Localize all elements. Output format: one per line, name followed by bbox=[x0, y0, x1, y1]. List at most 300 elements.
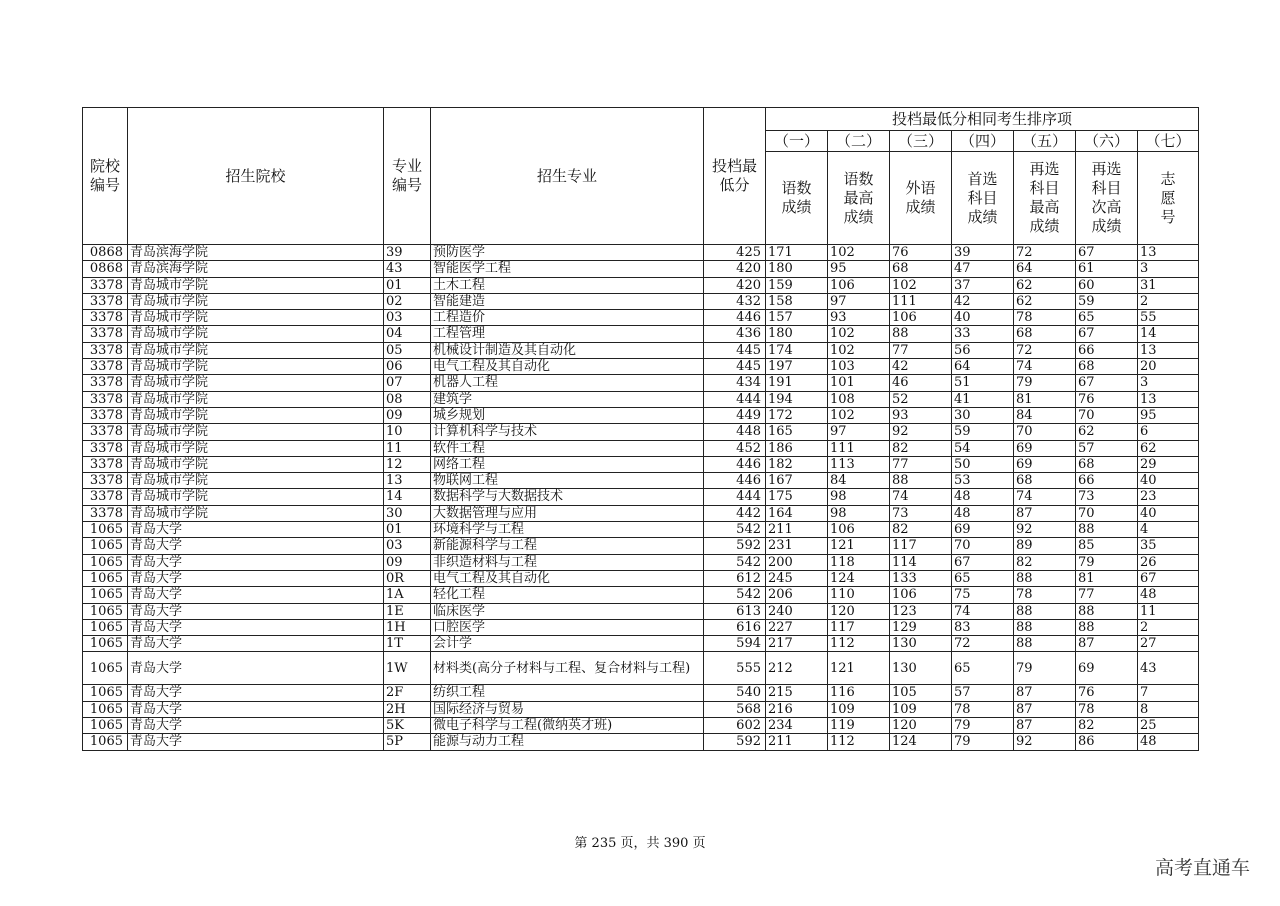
cell-score-5: 87 bbox=[1014, 701, 1076, 717]
cell-score-3: 82 bbox=[890, 522, 952, 538]
cell-score-2: 98 bbox=[828, 489, 890, 505]
cell-score-1: 172 bbox=[766, 407, 828, 423]
cell-score-3: 106 bbox=[890, 310, 952, 326]
cell-school-name: 青岛城市学院 bbox=[128, 391, 384, 407]
cell-major-name: 能源与动力工程 bbox=[431, 734, 704, 750]
cell-major-name: 轻化工程 bbox=[431, 587, 704, 603]
table-header bbox=[83, 108, 1199, 245]
cell-school-name: 青岛滨海学院 bbox=[128, 245, 384, 261]
cell-score-1: 175 bbox=[766, 489, 828, 505]
table-row bbox=[83, 587, 1199, 603]
cell-score-4: 59 bbox=[952, 424, 1014, 440]
cell-score-1: 234 bbox=[766, 718, 828, 734]
table-row bbox=[83, 391, 1199, 407]
cell-major-name: 国际经济与贸易 bbox=[431, 701, 704, 717]
cell-school-code: 3378 bbox=[83, 473, 128, 489]
cell-school-name: 青岛城市学院 bbox=[128, 310, 384, 326]
cell-preference-no: 6 bbox=[1138, 424, 1199, 440]
cell-school-name: 青岛城市学院 bbox=[128, 375, 384, 391]
cell-preference-no: 48 bbox=[1138, 587, 1199, 603]
cell-score-4: 65 bbox=[952, 652, 1014, 685]
cell-min-score: 444 bbox=[704, 489, 766, 505]
header-order-item: 外语成绩 bbox=[890, 152, 952, 245]
cell-score-5: 92 bbox=[1014, 522, 1076, 538]
admission-score-table bbox=[82, 107, 1199, 751]
cell-school-name: 青岛城市学院 bbox=[128, 489, 384, 505]
header-order-label: （一） bbox=[766, 131, 828, 152]
cell-major-code: 2F bbox=[384, 685, 431, 701]
cell-preference-no: 95 bbox=[1138, 407, 1199, 423]
cell-preference-no: 31 bbox=[1138, 277, 1199, 293]
cell-school-name: 青岛大学 bbox=[128, 587, 384, 603]
cell-score-2: 112 bbox=[828, 734, 890, 750]
cell-score-1: 167 bbox=[766, 473, 828, 489]
cell-preference-no: 2 bbox=[1138, 293, 1199, 309]
cell-major-name: 土木工程 bbox=[431, 277, 704, 293]
cell-major-name: 工程造价 bbox=[431, 310, 704, 326]
cell-score-3: 77 bbox=[890, 342, 952, 358]
cell-preference-no: 67 bbox=[1138, 570, 1199, 586]
cell-school-code: 3378 bbox=[83, 277, 128, 293]
cell-major-code: 08 bbox=[384, 391, 431, 407]
cell-score-3: 114 bbox=[890, 554, 952, 570]
cell-score-5: 74 bbox=[1014, 489, 1076, 505]
cell-score-5: 82 bbox=[1014, 554, 1076, 570]
cell-major-name: 智能医学工程 bbox=[431, 261, 704, 277]
cell-score-3: 117 bbox=[890, 538, 952, 554]
cell-score-2: 102 bbox=[828, 342, 890, 358]
cell-school-name: 青岛大学 bbox=[128, 636, 384, 652]
cell-score-2: 124 bbox=[828, 570, 890, 586]
cell-major-code: 12 bbox=[384, 456, 431, 472]
cell-score-3: 111 bbox=[890, 293, 952, 309]
cell-major-code: 10 bbox=[384, 424, 431, 440]
cell-score-4: 70 bbox=[952, 538, 1014, 554]
cell-school-code: 3378 bbox=[83, 456, 128, 472]
cell-score-2: 101 bbox=[828, 375, 890, 391]
cell-score-3: 88 bbox=[890, 326, 952, 342]
cell-score-1: 157 bbox=[766, 310, 828, 326]
cell-major-code: 07 bbox=[384, 375, 431, 391]
cell-major-code: 1W bbox=[384, 652, 431, 685]
cell-score-4: 56 bbox=[952, 342, 1014, 358]
cell-score-6: 67 bbox=[1076, 326, 1138, 342]
cell-score-3: 92 bbox=[890, 424, 952, 440]
cell-score-4: 65 bbox=[952, 570, 1014, 586]
table-row bbox=[83, 261, 1199, 277]
cell-score-5: 88 bbox=[1014, 603, 1076, 619]
table-row bbox=[83, 554, 1199, 570]
cell-preference-no: 35 bbox=[1138, 538, 1199, 554]
cell-major-name: 材料类(高分子材料与工程、复合材料与工程) bbox=[431, 652, 704, 685]
cell-score-3: 133 bbox=[890, 570, 952, 586]
cell-major-code: 43 bbox=[384, 261, 431, 277]
cell-score-6: 88 bbox=[1076, 522, 1138, 538]
cell-major-code: 03 bbox=[384, 538, 431, 554]
cell-school-code: 0868 bbox=[83, 261, 128, 277]
cell-score-1: 159 bbox=[766, 277, 828, 293]
cell-score-1: 174 bbox=[766, 342, 828, 358]
cell-school-code: 0868 bbox=[83, 245, 128, 261]
cell-score-6: 78 bbox=[1076, 701, 1138, 717]
cell-min-score: 542 bbox=[704, 522, 766, 538]
cell-min-score: 602 bbox=[704, 718, 766, 734]
cell-school-code: 1065 bbox=[83, 701, 128, 717]
cell-score-5: 88 bbox=[1014, 570, 1076, 586]
cell-major-name: 工程管理 bbox=[431, 326, 704, 342]
cell-min-score: 444 bbox=[704, 391, 766, 407]
cell-score-5: 64 bbox=[1014, 261, 1076, 277]
cell-school-name: 青岛大学 bbox=[128, 554, 384, 570]
cell-preference-no: 8 bbox=[1138, 701, 1199, 717]
cell-score-5: 87 bbox=[1014, 505, 1076, 521]
cell-score-1: 164 bbox=[766, 505, 828, 521]
cell-score-3: 74 bbox=[890, 489, 952, 505]
table-row bbox=[83, 293, 1199, 309]
cell-school-code: 3378 bbox=[83, 440, 128, 456]
cell-score-6: 88 bbox=[1076, 603, 1138, 619]
cell-score-2: 106 bbox=[828, 522, 890, 538]
table-row bbox=[83, 603, 1199, 619]
cell-preference-no: 26 bbox=[1138, 554, 1199, 570]
cell-school-code: 1065 bbox=[83, 619, 128, 635]
cell-school-code: 1065 bbox=[83, 554, 128, 570]
table-row bbox=[83, 505, 1199, 521]
table-row bbox=[83, 424, 1199, 440]
table-body bbox=[83, 245, 1199, 751]
cell-min-score: 616 bbox=[704, 619, 766, 635]
table-row bbox=[83, 522, 1199, 538]
cell-score-5: 70 bbox=[1014, 424, 1076, 440]
cell-score-4: 78 bbox=[952, 701, 1014, 717]
cell-score-5: 69 bbox=[1014, 456, 1076, 472]
cell-major-code: 1E bbox=[384, 603, 431, 619]
header-order-item: 再选科目次高成绩 bbox=[1076, 152, 1138, 245]
cell-score-3: 76 bbox=[890, 245, 952, 261]
cell-major-name: 建筑学 bbox=[431, 391, 704, 407]
cell-score-1: 206 bbox=[766, 587, 828, 603]
cell-preference-no: 27 bbox=[1138, 636, 1199, 652]
header-order-item: 再选科目最高成绩 bbox=[1014, 152, 1076, 245]
cell-score-6: 57 bbox=[1076, 440, 1138, 456]
cell-score-6: 68 bbox=[1076, 359, 1138, 375]
table-row bbox=[83, 701, 1199, 717]
cell-score-5: 72 bbox=[1014, 342, 1076, 358]
cell-score-3: 77 bbox=[890, 456, 952, 472]
cell-score-5: 79 bbox=[1014, 652, 1076, 685]
cell-score-4: 69 bbox=[952, 522, 1014, 538]
cell-score-3: 123 bbox=[890, 603, 952, 619]
cell-score-4: 67 bbox=[952, 554, 1014, 570]
cell-score-3: 130 bbox=[890, 652, 952, 685]
cell-preference-no: 43 bbox=[1138, 652, 1199, 685]
cell-min-score: 594 bbox=[704, 636, 766, 652]
cell-major-name: 微电子科学与工程(微纳英才班) bbox=[431, 718, 704, 734]
cell-score-1: 212 bbox=[766, 652, 828, 685]
header-order-label: （七） bbox=[1138, 131, 1199, 152]
cell-min-score: 612 bbox=[704, 570, 766, 586]
cell-min-score: 420 bbox=[704, 277, 766, 293]
cell-major-name: 大数据管理与应用 bbox=[431, 505, 704, 521]
cell-score-1: 231 bbox=[766, 538, 828, 554]
cell-major-code: 01 bbox=[384, 277, 431, 293]
cell-score-3: 52 bbox=[890, 391, 952, 407]
cell-score-2: 102 bbox=[828, 245, 890, 261]
cell-score-1: 191 bbox=[766, 375, 828, 391]
table-row bbox=[83, 326, 1199, 342]
cell-score-6: 82 bbox=[1076, 718, 1138, 734]
cell-score-4: 33 bbox=[952, 326, 1014, 342]
cell-score-6: 85 bbox=[1076, 538, 1138, 554]
cell-score-1: 197 bbox=[766, 359, 828, 375]
cell-school-name: 青岛大学 bbox=[128, 734, 384, 750]
cell-school-name: 青岛城市学院 bbox=[128, 326, 384, 342]
cell-min-score: 445 bbox=[704, 342, 766, 358]
cell-score-5: 87 bbox=[1014, 718, 1076, 734]
cell-school-code: 3378 bbox=[83, 375, 128, 391]
cell-min-score: 542 bbox=[704, 587, 766, 603]
cell-school-name: 青岛大学 bbox=[128, 538, 384, 554]
header-major-name: 招生专业 bbox=[431, 108, 704, 245]
cell-score-5: 79 bbox=[1014, 375, 1076, 391]
cell-score-5: 87 bbox=[1014, 685, 1076, 701]
cell-school-name: 青岛城市学院 bbox=[128, 359, 384, 375]
cell-major-name: 电气工程及其自动化 bbox=[431, 570, 704, 586]
cell-school-code: 1065 bbox=[83, 652, 128, 685]
cell-score-2: 113 bbox=[828, 456, 890, 472]
cell-major-code: 13 bbox=[384, 473, 431, 489]
cell-score-5: 69 bbox=[1014, 440, 1076, 456]
page-footer: 第 235 页，共 390 页 bbox=[574, 836, 706, 851]
cell-preference-no: 11 bbox=[1138, 603, 1199, 619]
cell-score-1: 186 bbox=[766, 440, 828, 456]
cell-score-1: 180 bbox=[766, 326, 828, 342]
cell-score-3: 129 bbox=[890, 619, 952, 635]
cell-preference-no: 14 bbox=[1138, 326, 1199, 342]
cell-preference-no: 40 bbox=[1138, 505, 1199, 521]
cell-preference-no: 3 bbox=[1138, 261, 1199, 277]
cell-score-2: 121 bbox=[828, 652, 890, 685]
cell-score-2: 108 bbox=[828, 391, 890, 407]
cell-score-5: 81 bbox=[1014, 391, 1076, 407]
cell-min-score: 449 bbox=[704, 407, 766, 423]
cell-school-name: 青岛大学 bbox=[128, 718, 384, 734]
cell-score-6: 88 bbox=[1076, 619, 1138, 635]
cell-school-name: 青岛城市学院 bbox=[128, 505, 384, 521]
cell-major-code: 09 bbox=[384, 554, 431, 570]
cell-score-6: 60 bbox=[1076, 277, 1138, 293]
cell-school-code: 3378 bbox=[83, 489, 128, 505]
cell-score-5: 89 bbox=[1014, 538, 1076, 554]
cell-major-name: 会计学 bbox=[431, 636, 704, 652]
cell-school-code: 1065 bbox=[83, 522, 128, 538]
cell-score-3: 120 bbox=[890, 718, 952, 734]
table-row bbox=[83, 734, 1199, 750]
cell-score-2: 102 bbox=[828, 407, 890, 423]
cell-major-name: 网络工程 bbox=[431, 456, 704, 472]
cell-score-1: 158 bbox=[766, 293, 828, 309]
cell-major-code: 03 bbox=[384, 310, 431, 326]
cell-major-code: 04 bbox=[384, 326, 431, 342]
cell-score-6: 77 bbox=[1076, 587, 1138, 603]
cell-score-5: 72 bbox=[1014, 245, 1076, 261]
cell-score-6: 70 bbox=[1076, 407, 1138, 423]
cell-score-5: 62 bbox=[1014, 277, 1076, 293]
table-row bbox=[83, 718, 1199, 734]
table-row bbox=[83, 407, 1199, 423]
cell-major-code: 11 bbox=[384, 440, 431, 456]
cell-min-score: 452 bbox=[704, 440, 766, 456]
header-order-label: （三） bbox=[890, 131, 952, 152]
cell-score-4: 83 bbox=[952, 619, 1014, 635]
cell-school-name: 青岛滨海学院 bbox=[128, 261, 384, 277]
cell-score-3: 102 bbox=[890, 277, 952, 293]
cell-min-score: 592 bbox=[704, 734, 766, 750]
table-row bbox=[83, 570, 1199, 586]
cell-min-score: 442 bbox=[704, 505, 766, 521]
cell-score-4: 47 bbox=[952, 261, 1014, 277]
cell-major-code: 05 bbox=[384, 342, 431, 358]
header-min-score: 投档最低分 bbox=[704, 108, 766, 245]
cell-score-4: 64 bbox=[952, 359, 1014, 375]
cell-major-name: 数据科学与大数据技术 bbox=[431, 489, 704, 505]
cell-score-1: 216 bbox=[766, 701, 828, 717]
cell-score-6: 62 bbox=[1076, 424, 1138, 440]
cell-school-name: 青岛城市学院 bbox=[128, 277, 384, 293]
cell-preference-no: 48 bbox=[1138, 734, 1199, 750]
cell-score-1: 211 bbox=[766, 734, 828, 750]
cell-score-3: 93 bbox=[890, 407, 952, 423]
header-major-code: 专业编号 bbox=[384, 108, 431, 245]
cell-preference-no: 23 bbox=[1138, 489, 1199, 505]
cell-school-name: 青岛大学 bbox=[128, 522, 384, 538]
cell-score-2: 109 bbox=[828, 701, 890, 717]
cell-min-score: 436 bbox=[704, 326, 766, 342]
cell-score-3: 106 bbox=[890, 587, 952, 603]
cell-major-name: 物联网工程 bbox=[431, 473, 704, 489]
cell-major-code: 1T bbox=[384, 636, 431, 652]
cell-preference-no: 13 bbox=[1138, 342, 1199, 358]
cell-score-6: 76 bbox=[1076, 685, 1138, 701]
cell-school-name: 青岛城市学院 bbox=[128, 424, 384, 440]
cell-score-6: 73 bbox=[1076, 489, 1138, 505]
cell-score-6: 79 bbox=[1076, 554, 1138, 570]
cell-score-3: 68 bbox=[890, 261, 952, 277]
cell-major-name: 软件工程 bbox=[431, 440, 704, 456]
header-school-code: 院校编号 bbox=[83, 108, 128, 245]
cell-school-code: 1065 bbox=[83, 570, 128, 586]
cell-preference-no: 3 bbox=[1138, 375, 1199, 391]
cell-min-score: 446 bbox=[704, 473, 766, 489]
cell-major-name: 智能建造 bbox=[431, 293, 704, 309]
cell-major-code: 5P bbox=[384, 734, 431, 750]
cell-score-1: 211 bbox=[766, 522, 828, 538]
table-row bbox=[83, 310, 1199, 326]
header-school-name: 招生院校 bbox=[128, 108, 384, 245]
cell-school-code: 3378 bbox=[83, 326, 128, 342]
cell-major-code: 2H bbox=[384, 701, 431, 717]
cell-major-name: 口腔医学 bbox=[431, 619, 704, 635]
cell-score-6: 76 bbox=[1076, 391, 1138, 407]
cell-major-code: 01 bbox=[384, 522, 431, 538]
cell-score-1: 245 bbox=[766, 570, 828, 586]
table-row bbox=[83, 652, 1199, 685]
watermark: 高考直通车 bbox=[1154, 857, 1250, 879]
cell-score-4: 72 bbox=[952, 636, 1014, 652]
header-order-item: 语数最高成绩 bbox=[828, 152, 890, 245]
cell-score-5: 74 bbox=[1014, 359, 1076, 375]
cell-score-4: 54 bbox=[952, 440, 1014, 456]
cell-score-2: 97 bbox=[828, 293, 890, 309]
cell-school-code: 1065 bbox=[83, 603, 128, 619]
cell-score-4: 48 bbox=[952, 505, 1014, 521]
cell-score-2: 95 bbox=[828, 261, 890, 277]
cell-score-1: 227 bbox=[766, 619, 828, 635]
cell-school-code: 3378 bbox=[83, 293, 128, 309]
cell-score-4: 30 bbox=[952, 407, 1014, 423]
cell-score-4: 75 bbox=[952, 587, 1014, 603]
cell-preference-no: 13 bbox=[1138, 245, 1199, 261]
cell-min-score: 555 bbox=[704, 652, 766, 685]
cell-score-6: 65 bbox=[1076, 310, 1138, 326]
cell-preference-no: 55 bbox=[1138, 310, 1199, 326]
cell-score-2: 103 bbox=[828, 359, 890, 375]
cell-major-code: 1H bbox=[384, 619, 431, 635]
cell-score-2: 111 bbox=[828, 440, 890, 456]
header-order-label: （六） bbox=[1076, 131, 1138, 152]
cell-min-score: 434 bbox=[704, 375, 766, 391]
cell-school-code: 3378 bbox=[83, 505, 128, 521]
header-order-item: 首选科目成绩 bbox=[952, 152, 1014, 245]
cell-score-6: 59 bbox=[1076, 293, 1138, 309]
cell-score-3: 82 bbox=[890, 440, 952, 456]
cell-school-code: 1065 bbox=[83, 718, 128, 734]
cell-school-code: 1065 bbox=[83, 538, 128, 554]
cell-score-5: 62 bbox=[1014, 293, 1076, 309]
cell-min-score: 592 bbox=[704, 538, 766, 554]
cell-preference-no: 13 bbox=[1138, 391, 1199, 407]
cell-major-code: 39 bbox=[384, 245, 431, 261]
cell-preference-no: 29 bbox=[1138, 456, 1199, 472]
cell-score-4: 50 bbox=[952, 456, 1014, 472]
cell-score-2: 110 bbox=[828, 587, 890, 603]
cell-score-2: 119 bbox=[828, 718, 890, 734]
cell-major-code: 5K bbox=[384, 718, 431, 734]
cell-score-6: 86 bbox=[1076, 734, 1138, 750]
cell-major-name: 城乡规划 bbox=[431, 407, 704, 423]
cell-school-code: 1065 bbox=[83, 587, 128, 603]
cell-school-name: 青岛城市学院 bbox=[128, 293, 384, 309]
table-row bbox=[83, 342, 1199, 358]
cell-min-score: 613 bbox=[704, 603, 766, 619]
cell-school-name: 青岛大学 bbox=[128, 685, 384, 701]
cell-major-name: 机器人工程 bbox=[431, 375, 704, 391]
cell-score-1: 240 bbox=[766, 603, 828, 619]
cell-score-6: 67 bbox=[1076, 375, 1138, 391]
cell-score-2: 112 bbox=[828, 636, 890, 652]
cell-major-name: 计算机科学与技术 bbox=[431, 424, 704, 440]
cell-min-score: 420 bbox=[704, 261, 766, 277]
cell-min-score: 445 bbox=[704, 359, 766, 375]
cell-school-name: 青岛城市学院 bbox=[128, 407, 384, 423]
cell-score-3: 73 bbox=[890, 505, 952, 521]
cell-min-score: 446 bbox=[704, 310, 766, 326]
table-row bbox=[83, 473, 1199, 489]
cell-major-code: 06 bbox=[384, 359, 431, 375]
cell-score-3: 109 bbox=[890, 701, 952, 717]
cell-major-name: 新能源科学与工程 bbox=[431, 538, 704, 554]
cell-score-1: 217 bbox=[766, 636, 828, 652]
